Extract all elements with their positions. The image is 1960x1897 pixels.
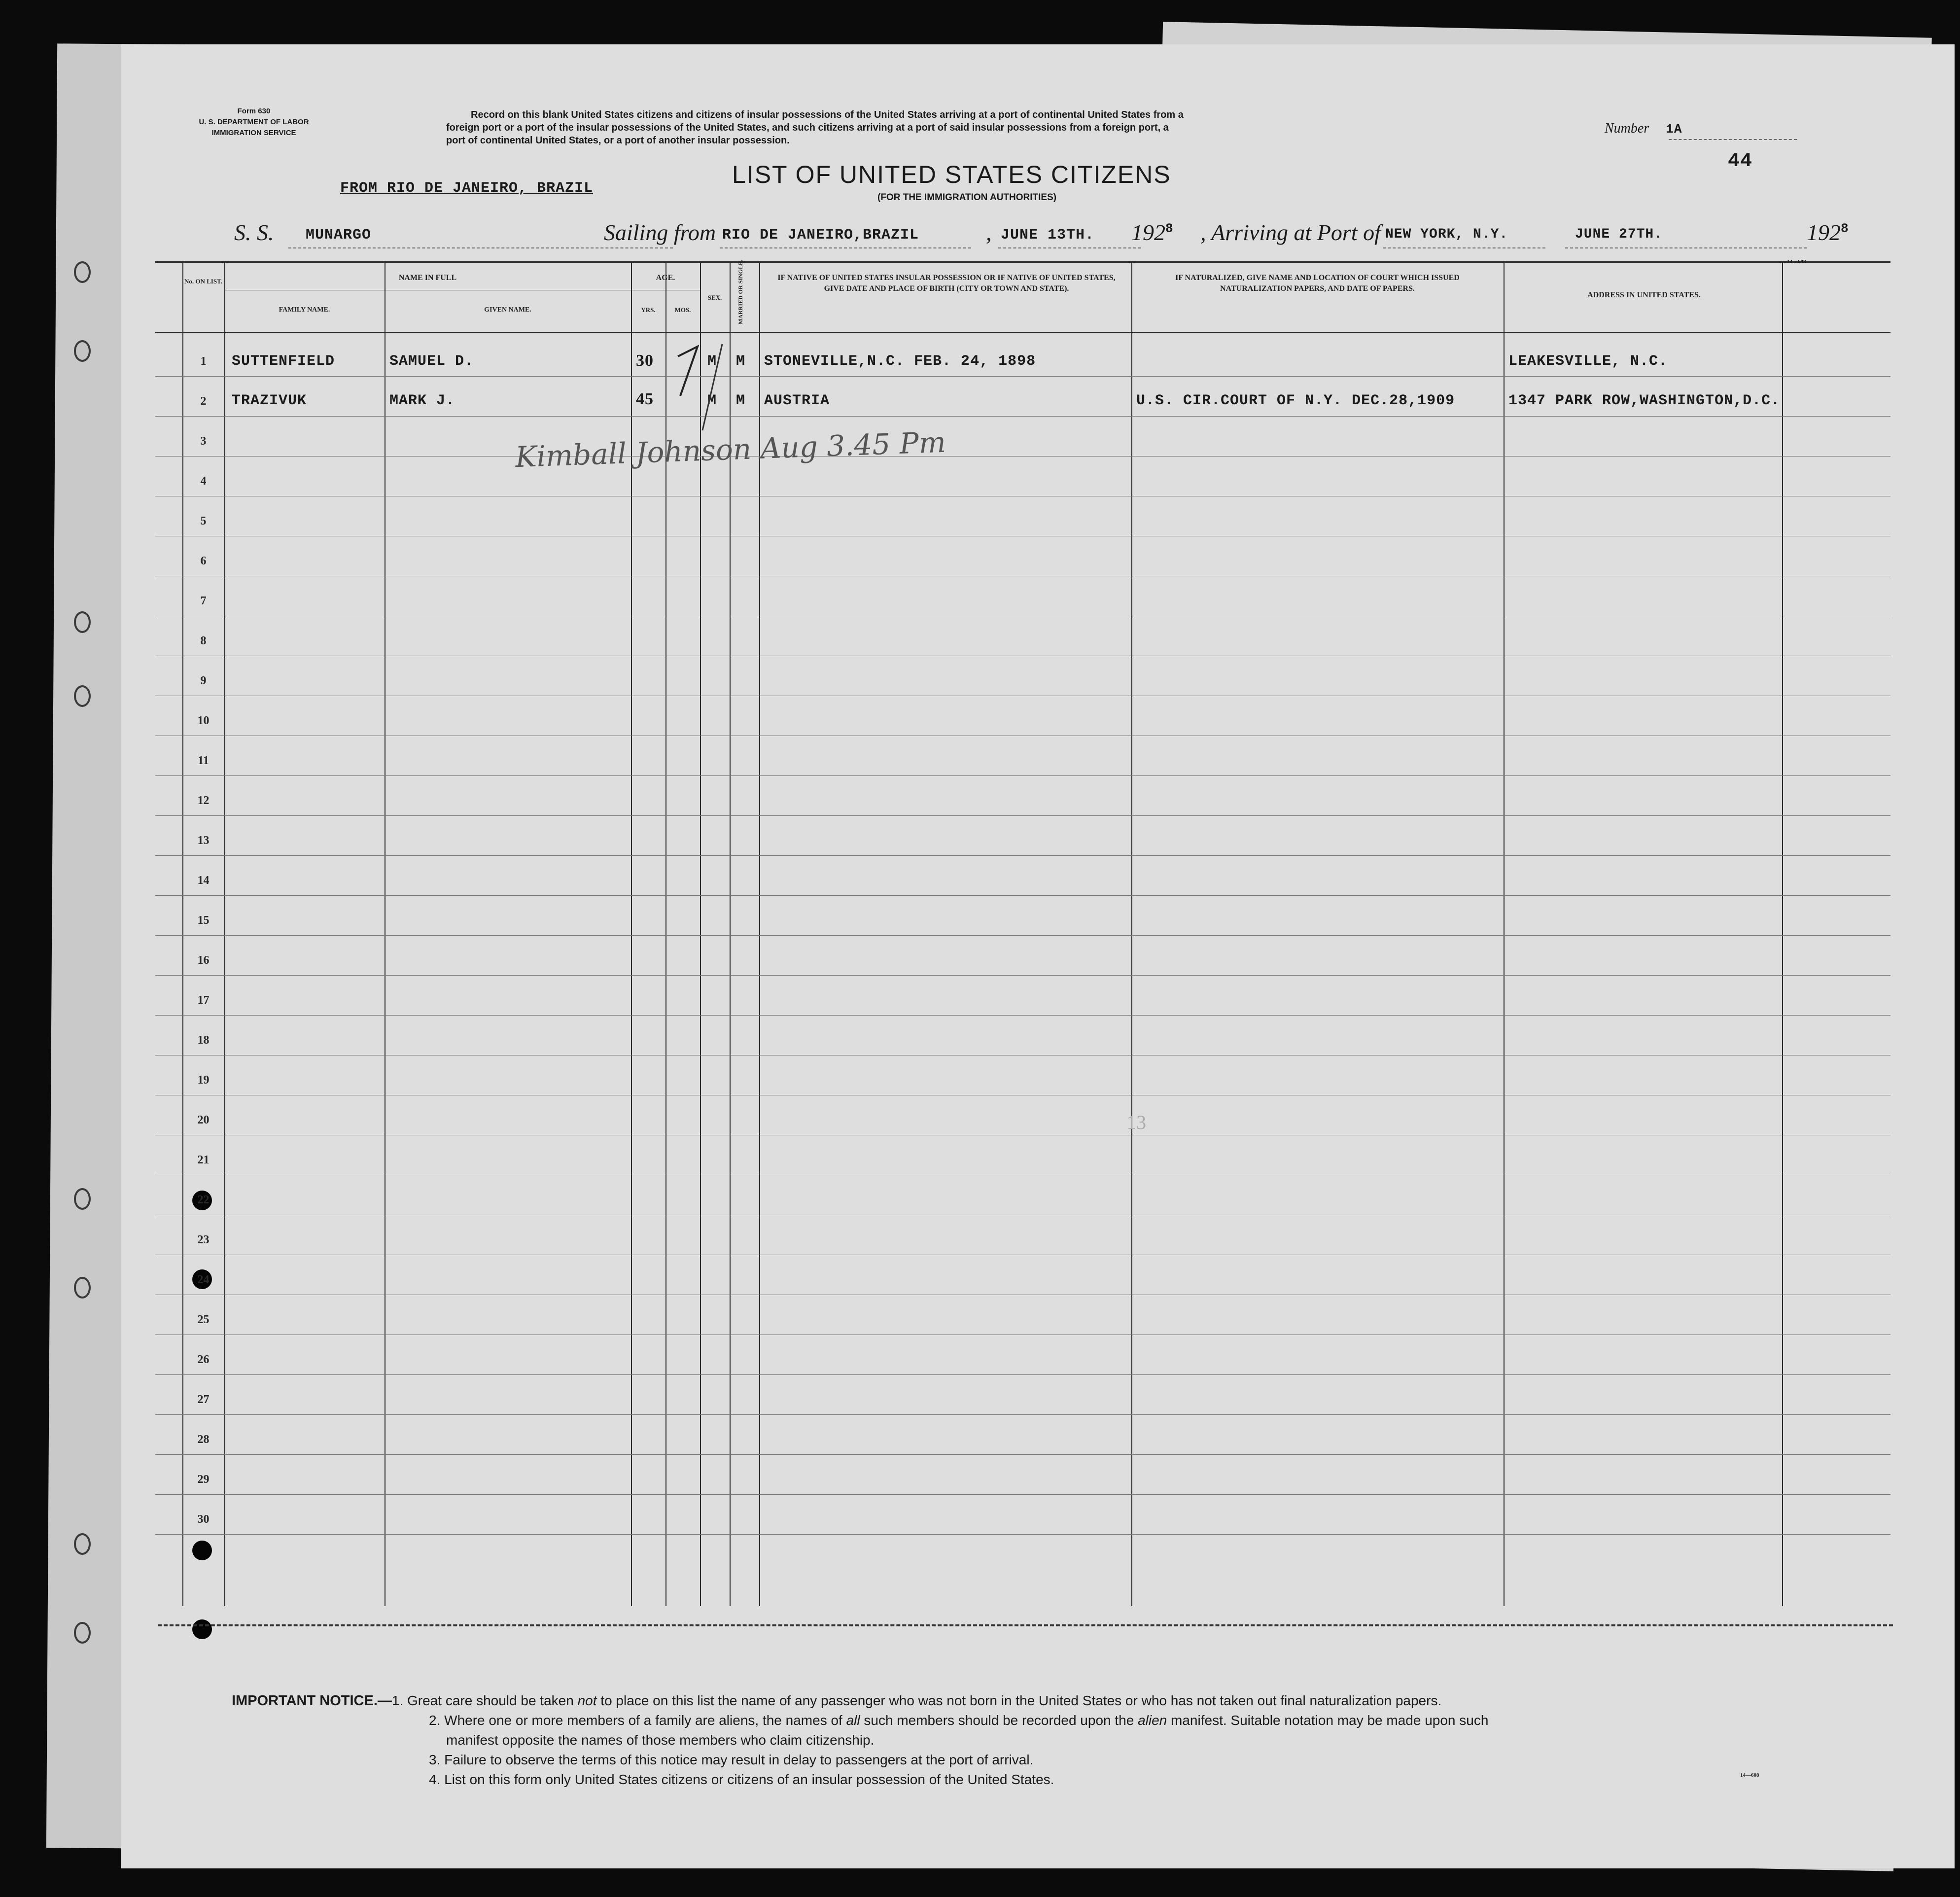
row-rule: [155, 855, 1890, 856]
row-number: 28: [197, 1433, 210, 1446]
passenger-birth: AUSTRIA: [764, 392, 830, 409]
arriving-text: , Arriving at Port of: [1200, 220, 1381, 245]
number-label: Number: [1605, 121, 1649, 136]
row-number: 29: [197, 1473, 210, 1486]
sailing-label: Sailing from: [604, 220, 716, 245]
row-rule: [155, 1414, 1890, 1415]
notice-text: such members should be recorded upon the: [864, 1713, 1134, 1728]
instruction-line: Record on this blank United States citizens and citizens of insular possessions of the United States arriving at a port of continental United States from a: [471, 109, 1184, 120]
passenger-given-name: SAMUEL D.: [389, 353, 474, 370]
arrival-port: NEW YORK, N.Y.: [1385, 227, 1508, 242]
column-divider: [1504, 263, 1505, 1606]
arrival-year: [1807, 219, 1849, 246]
header-family-name: FAMILY NAME.: [279, 306, 330, 314]
arrival-date: JUNE 27TH.: [1575, 227, 1663, 242]
row-number: 5: [200, 515, 207, 527]
row-rule: [155, 1494, 1890, 1495]
form-identifier: [180, 106, 328, 139]
passenger-naturalization: U.S. CIR.COURT OF N.Y. DEC.28,1909: [1136, 392, 1455, 409]
number-value: 1A: [1666, 122, 1682, 137]
column-divider: [224, 263, 225, 1606]
notice-text: Great care should be taken: [407, 1693, 574, 1708]
ship-name: MUNARGO: [306, 227, 372, 244]
ship-underline: [288, 246, 673, 248]
arrival-port-underline: [1383, 246, 1545, 248]
list-number: [1605, 121, 1682, 137]
notice-item-3: [232, 1750, 1908, 1770]
header-mos: MOS.: [674, 306, 691, 314]
passenger-family-name: SUTTENFIELD: [232, 353, 335, 370]
punch-hole: [192, 1619, 212, 1639]
row-number: 20: [197, 1114, 210, 1126]
row-number: 30: [197, 1513, 210, 1526]
row-number: 1: [200, 355, 207, 368]
year-digit: 8: [1165, 221, 1174, 236]
handwritten-inspector-note: Kimball Johnson Aug 3.45 Pm: [515, 425, 946, 474]
passenger-family-name: TRAZIVUK: [232, 392, 307, 409]
row-rule: [155, 416, 1890, 417]
notice-emphasis: not: [577, 1693, 597, 1708]
header-naturalized: IF NATURALIZED, GIVE NAME AND LOCATION OF COURT WHICH ISSUED NATURALIZATION PAPERS, AND DATE OF PAPERS.: [1175, 274, 1460, 293]
arriving-label: Arriving at Port of: [1211, 220, 1381, 245]
passenger-marital: M: [736, 392, 746, 409]
row-rule: [155, 935, 1890, 936]
header-no-on-list: No. ON LIST.: [184, 278, 223, 285]
service-name: IMMIGRATION SERVICE: [211, 129, 296, 137]
notice-heading: IMPORTANT NOTICE.—: [232, 1693, 392, 1709]
binder-hole: [74, 611, 91, 633]
sailing-port-underline: [720, 246, 971, 248]
row-number: 2: [200, 395, 207, 408]
row-number: 23: [197, 1233, 210, 1246]
notice-text: Failure to observe the terms of this notice may result in delay to passengers at the port of arrival.: [444, 1752, 1034, 1767]
row-number: 17: [197, 994, 210, 1007]
record-instructions: [446, 108, 1654, 147]
page-number: 44: [1728, 150, 1753, 173]
passenger-address: LEAKESVILLE, N.C.: [1508, 353, 1668, 370]
year-digit: 8: [1841, 221, 1849, 236]
notice-text: Where one or more members of a family are aliens, the names of: [444, 1713, 842, 1728]
header-address: ADDRESS IN UNITED STATES.: [1587, 291, 1701, 299]
header-name-in-full: NAME IN FULL: [398, 274, 457, 282]
row-number: 12: [197, 794, 210, 807]
instruction-line: port of continental United States, or a port of another insular possession.: [446, 135, 790, 146]
comma: ,: [986, 220, 992, 245]
row-number: 16: [197, 954, 210, 967]
header-native: IF NATIVE OF UNITED STATES INSULAR POSSESSION OR IF NATIVE OF UNITED STATES, GIVE DATE AND PLACE OF BIRTH (CITY OR TOWN AND STATE).: [777, 274, 1116, 293]
binder-hole: [74, 340, 91, 362]
important-notice: [232, 1691, 1908, 1790]
stray-mark: 13: [1126, 1111, 1146, 1133]
notice-text: manifest. Suitable notation may be made upon such: [1171, 1713, 1489, 1728]
row-rule: [155, 975, 1890, 976]
passenger-marital: M: [736, 353, 746, 370]
sailing-date-underline: [998, 246, 1141, 248]
row-rule: [155, 456, 1890, 457]
row-number: 8: [200, 634, 207, 647]
row-number: 27: [197, 1393, 210, 1406]
notice-emphasis: all: [846, 1713, 860, 1728]
row-rule: [155, 775, 1890, 776]
from-port: FROM RIO DE JANEIRO, BRAZIL: [340, 180, 594, 197]
notice-item-1: [232, 1691, 1908, 1711]
row-rule: [155, 815, 1890, 816]
row-number: 11: [198, 754, 209, 767]
page-subtitle: (FOR THE IMMIGRATION AUTHORITIES): [877, 192, 1057, 203]
notice-text: to place on this list the name of any passenger who was not born in the United States or who has not taken out final naturalization papers.: [600, 1693, 1442, 1708]
manifest-page: [121, 44, 1955, 1868]
column-divider: [1131, 263, 1132, 1606]
row-number: 19: [197, 1074, 210, 1087]
row-number: 13: [197, 834, 210, 847]
notice-item-2: [232, 1711, 1908, 1730]
row-rule: [155, 1454, 1890, 1455]
binder-hole: [74, 1277, 91, 1299]
binder-hole: [74, 261, 91, 283]
row-number: 21: [197, 1154, 210, 1166]
row-number: 15: [197, 914, 210, 927]
department-name: U. S. DEPARTMENT OF LABOR: [199, 118, 309, 126]
column-divider: [1782, 263, 1783, 1606]
header-married-single: MARRIED OR SINGLE.: [737, 259, 744, 324]
notice-item-4: [232, 1770, 1908, 1790]
header-age: AGE.: [656, 274, 675, 282]
row-rule: [155, 1374, 1890, 1375]
sailing-port: RIO DE JANEIRO,BRAZIL: [722, 227, 919, 244]
header-given-name: GIVEN NAME.: [484, 306, 531, 314]
year-prefix: 192: [1807, 220, 1841, 245]
row-number: 9: [200, 674, 207, 687]
row-number: 3: [200, 435, 207, 448]
row-rule: [155, 1534, 1890, 1535]
notice-number: 3.: [429, 1752, 441, 1767]
passenger-address: 1347 PARK ROW,WASHINGTON,D.C.: [1508, 392, 1781, 409]
sailing-date: JUNE 13TH.: [1001, 227, 1095, 244]
row-number: 26: [197, 1353, 210, 1366]
header-bottom-border: [155, 332, 1890, 333]
row-rule: [155, 895, 1890, 896]
arrival-date-underline: [1565, 246, 1807, 248]
printer-mark: 14—608: [1787, 259, 1806, 265]
notice-text: manifest opposite the names of those members who claim citizenship.: [446, 1732, 875, 1748]
instruction-line: foreign port or a port of the insular possessions of the United States, and such citizens arriving at a port of said insular possessions from a foreign port, a: [446, 122, 1169, 133]
notice-number: 2.: [429, 1713, 441, 1728]
row-number: 7: [200, 595, 207, 607]
page-title: LIST OF UNITED STATES CITIZENS: [732, 161, 1171, 188]
table-bottom-border: [158, 1624, 1893, 1626]
row-number: 18: [197, 1034, 210, 1047]
binder-hole: [74, 685, 91, 707]
row-rule: [155, 1015, 1890, 1016]
header-yrs: YRS.: [641, 306, 656, 314]
manifest-table: [155, 261, 1890, 1606]
passenger-sex: M: [707, 353, 717, 370]
row-number: 10: [197, 714, 210, 727]
binder-hole: [74, 1188, 91, 1210]
number-underline: [1669, 138, 1797, 140]
row-number: 6: [200, 555, 207, 567]
year-prefix: 192: [1131, 220, 1165, 245]
header-sex: SEX.: [707, 294, 722, 301]
passenger-birth: STONEVILLE,N.C. FEB. 24, 1898: [764, 353, 1036, 370]
sailing-year: [1131, 219, 1174, 246]
notice-text: List on this form only United States citizens or citizens of an insular possession of the United States.: [444, 1772, 1054, 1787]
notice-emphasis: alien: [1138, 1713, 1167, 1728]
row-number: 24: [197, 1273, 210, 1286]
form-number: Form 630: [237, 107, 271, 115]
passenger-sex: M: [707, 392, 717, 409]
passenger-given-name: MARK J.: [389, 392, 455, 409]
row-rule: [155, 376, 1890, 377]
binder-hole: [74, 1533, 91, 1555]
binder-hole: [74, 1622, 91, 1644]
row-number: 14: [197, 874, 210, 887]
row-number: 25: [197, 1313, 210, 1326]
footer-printer-mark: 14—608: [1740, 1772, 1759, 1778]
row-number: 4: [200, 475, 207, 488]
notice-number: 1.: [391, 1693, 404, 1708]
passenger-age: 30: [636, 351, 654, 370]
passenger-age: 45: [636, 390, 654, 408]
ss-label: S. S.: [234, 220, 274, 245]
check-marks: [668, 342, 737, 435]
notice-number: 4.: [429, 1772, 441, 1787]
row-number: 22: [197, 1194, 210, 1206]
